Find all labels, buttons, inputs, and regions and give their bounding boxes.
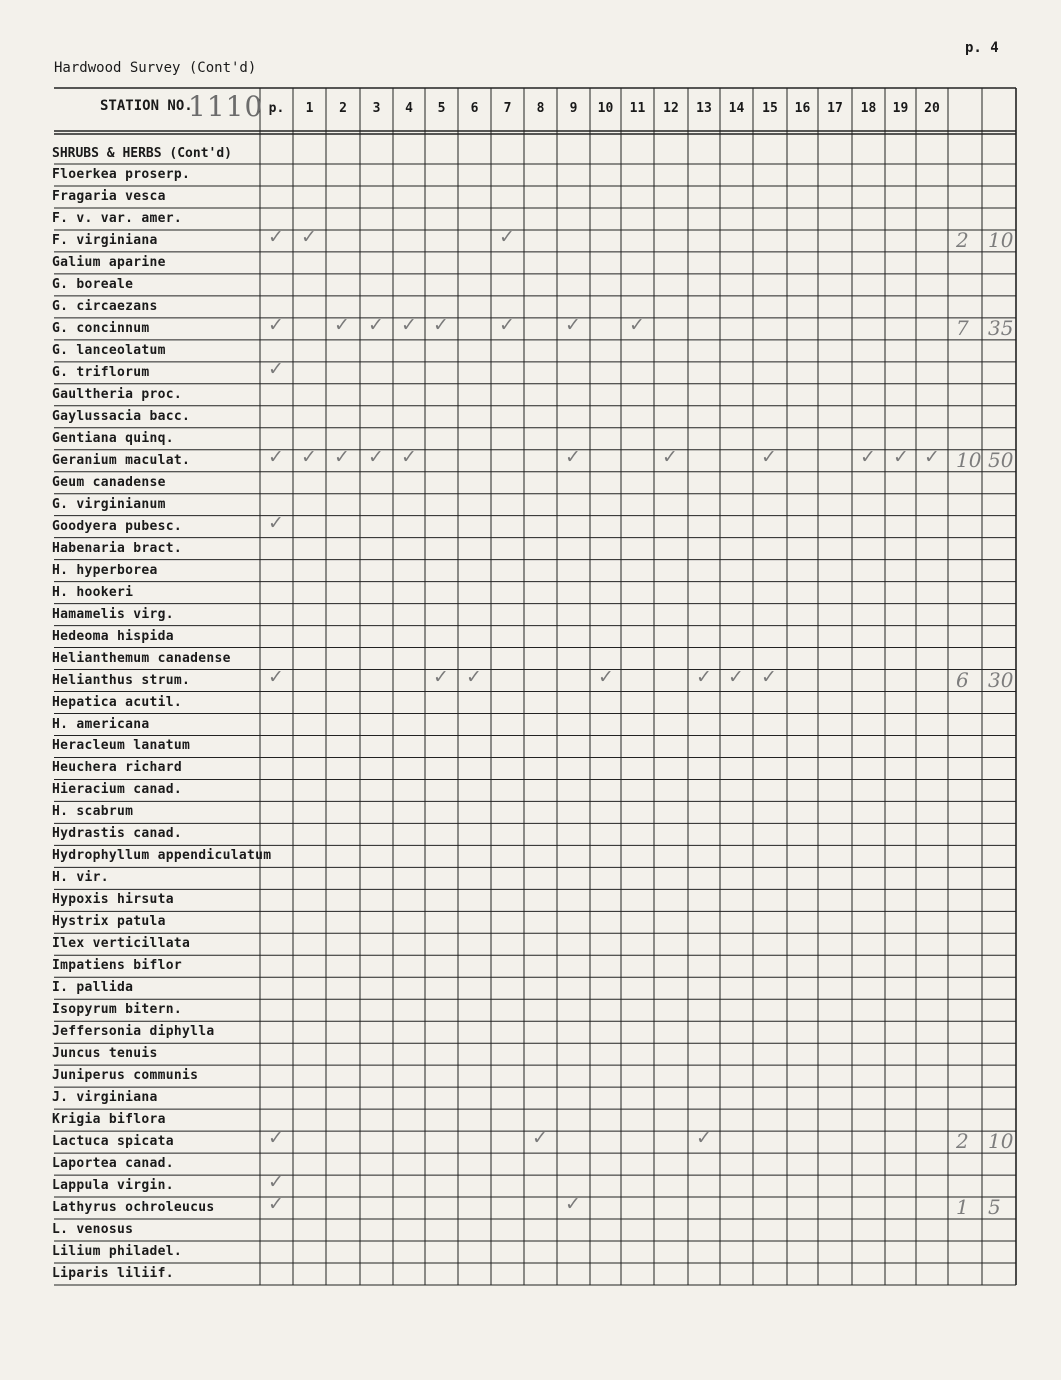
check-mark-icon: ✓ bbox=[268, 1193, 284, 1216]
station-count: 10 bbox=[956, 447, 982, 472]
station-count: 2 bbox=[956, 1129, 969, 1154]
document-title: Hardwood Survey (Cont'd) bbox=[54, 60, 257, 76]
species-name: Jeffersonia diphylla bbox=[52, 1024, 215, 1040]
frequency-percent: 50 bbox=[988, 447, 1014, 472]
check-mark-icon: ✓ bbox=[334, 445, 350, 468]
frequency-percent: 30 bbox=[988, 667, 1014, 692]
species-name: Heuchera richard bbox=[52, 760, 183, 776]
check-mark-icon: ✓ bbox=[433, 665, 449, 688]
check-mark-icon: ✓ bbox=[696, 1127, 712, 1150]
species-name: L. venosus bbox=[52, 1222, 134, 1238]
species-name: Gaylussacia bacc. bbox=[52, 408, 191, 424]
station-count: 1 bbox=[956, 1195, 969, 1220]
species-name: H. hookeri bbox=[52, 584, 134, 600]
species-name: Hepatica acutil. bbox=[52, 694, 183, 710]
check-mark-icon: ✓ bbox=[662, 445, 678, 468]
species-name: Hypoxis hirsuta bbox=[52, 892, 174, 908]
species-name: G. triflorum bbox=[52, 364, 150, 380]
species-name: Hieracium canad. bbox=[52, 782, 183, 798]
column-header: 10 bbox=[597, 101, 614, 116]
species-name: Geum canadense bbox=[52, 474, 166, 490]
check-mark-icon: ✓ bbox=[761, 445, 777, 468]
check-mark-icon: ✓ bbox=[268, 445, 284, 468]
station-count: 7 bbox=[956, 315, 969, 340]
check-mark-icon: ✓ bbox=[761, 665, 777, 688]
species-name: Goodyera pubesc. bbox=[52, 518, 183, 534]
species-name: Laportea canad. bbox=[52, 1156, 174, 1172]
species-name: Isopyrum bitern. bbox=[52, 1002, 183, 1018]
species-name: Liparis liliif. bbox=[52, 1266, 174, 1281]
check-mark-icon: ✓ bbox=[368, 313, 384, 336]
species-name: Lilium philadel. bbox=[52, 1244, 183, 1260]
column-header: 17 bbox=[827, 101, 843, 116]
species-name: G. concinnum bbox=[52, 320, 150, 336]
species-name: G. boreale bbox=[52, 276, 134, 292]
check-mark-icon: ✓ bbox=[268, 357, 284, 380]
species-name: Habenaria bract. bbox=[52, 540, 183, 556]
species-name: Impatiens biflor bbox=[52, 958, 183, 974]
check-mark-icon: ✓ bbox=[268, 511, 284, 534]
species-name: F. v. var. amer. bbox=[52, 210, 183, 226]
species-name: Floerkea proserp. bbox=[52, 167, 191, 182]
check-mark-icon: ✓ bbox=[532, 1127, 548, 1150]
column-header: 11 bbox=[629, 101, 646, 116]
column-header: 15 bbox=[762, 101, 778, 116]
species-name: Krigia biflora bbox=[52, 1112, 166, 1128]
check-mark-icon: ✓ bbox=[565, 313, 581, 336]
column-header: 3 bbox=[372, 101, 381, 116]
station-number: 1110 bbox=[188, 90, 264, 123]
species-name: J. virginiana bbox=[52, 1090, 158, 1106]
species-name: F. virginiana bbox=[52, 232, 158, 248]
column-header: 20 bbox=[924, 101, 940, 116]
species-name: Juniperus communis bbox=[52, 1068, 199, 1084]
column-header: 9 bbox=[569, 101, 578, 116]
species-name: Geranium maculat. bbox=[52, 452, 191, 468]
column-header: 13 bbox=[696, 101, 712, 116]
column-header: 1 bbox=[305, 101, 314, 116]
frequency-percent: 10 bbox=[988, 227, 1014, 252]
check-mark-icon: ✓ bbox=[696, 665, 712, 688]
column-header: 12 bbox=[663, 101, 679, 116]
check-mark-icon: ✓ bbox=[893, 445, 909, 468]
station-count: 2 bbox=[956, 227, 969, 252]
check-mark-icon: ✓ bbox=[301, 225, 317, 248]
check-mark-icon: ✓ bbox=[268, 225, 284, 248]
column-header: 7 bbox=[503, 101, 512, 116]
station-count: 6 bbox=[956, 667, 969, 692]
species-name: H. americana bbox=[52, 716, 150, 732]
check-mark-icon: ✓ bbox=[499, 225, 515, 248]
check-mark-icon: ✓ bbox=[598, 665, 614, 688]
check-mark-icon: ✓ bbox=[924, 445, 940, 468]
species-name: H. hyperborea bbox=[52, 562, 158, 578]
species-name: Hydrophyllum appendiculatum bbox=[52, 848, 272, 864]
species-name: G. circaezans bbox=[52, 298, 158, 314]
frequency-percent: 10 bbox=[988, 1129, 1014, 1154]
column-header: 4 bbox=[405, 101, 413, 116]
column-header: 16 bbox=[794, 101, 811, 116]
check-mark-icon: ✓ bbox=[728, 665, 744, 688]
column-header: 6 bbox=[470, 101, 479, 116]
column-header: 14 bbox=[728, 101, 745, 116]
check-mark-icon: ✓ bbox=[629, 313, 645, 336]
species-name: Hydrastis canad. bbox=[52, 826, 183, 842]
column-header: 19 bbox=[892, 101, 909, 116]
check-mark-icon: ✓ bbox=[466, 665, 482, 688]
species-name: Helianthus strum. bbox=[52, 672, 191, 688]
column-header: p. bbox=[268, 101, 285, 116]
check-mark-icon: ✓ bbox=[433, 313, 449, 336]
check-mark-icon: ✓ bbox=[860, 445, 876, 468]
species-name: Hamamelis virg. bbox=[52, 606, 174, 622]
species-name: Helianthemum canadense bbox=[52, 650, 231, 666]
check-mark-icon: ✓ bbox=[301, 445, 317, 468]
frequency-percent: 5 bbox=[988, 1195, 1001, 1220]
column-header: 8 bbox=[536, 101, 545, 116]
species-name: Lathyrus ochroleucus bbox=[52, 1200, 215, 1216]
check-mark-icon: ✓ bbox=[268, 1171, 284, 1194]
column-header: 18 bbox=[860, 101, 877, 116]
species-name: Lappula virgin. bbox=[52, 1178, 174, 1194]
check-mark-icon: ✓ bbox=[268, 1127, 284, 1150]
species-name: Hystrix patula bbox=[52, 914, 166, 930]
check-mark-icon: ✓ bbox=[401, 445, 417, 468]
column-header: 5 bbox=[437, 101, 446, 116]
check-mark-icon: ✓ bbox=[268, 313, 284, 336]
check-mark-icon: ✓ bbox=[368, 445, 384, 468]
species-name: I. pallida bbox=[52, 980, 134, 996]
species-name: Galium aparine bbox=[52, 254, 166, 270]
section-title: SHRUBS & HERBS (Cont'd) bbox=[52, 146, 233, 161]
station-label: STATION NO. bbox=[100, 98, 193, 114]
column-header: 2 bbox=[339, 101, 347, 116]
species-name: G. virginianum bbox=[52, 496, 166, 512]
species-name: Gentiana quinq. bbox=[52, 430, 174, 446]
species-name: Heracleum lanatum bbox=[52, 738, 191, 754]
check-mark-icon: ✓ bbox=[268, 665, 284, 688]
check-mark-icon: ✓ bbox=[499, 313, 515, 336]
species-name: Hedeoma hispida bbox=[52, 628, 174, 644]
frequency-percent: 35 bbox=[988, 315, 1014, 340]
species-name: Ilex verticillata bbox=[52, 936, 191, 952]
species-name: Gaultheria proc. bbox=[52, 386, 183, 402]
check-mark-icon: ✓ bbox=[565, 445, 581, 468]
species-name: H. vir. bbox=[52, 870, 109, 886]
species-name: Juncus tenuis bbox=[52, 1046, 158, 1062]
species-name: Fragaria vesca bbox=[52, 188, 166, 204]
species-name: H. scabrum bbox=[52, 804, 134, 820]
page-number: p. 4 bbox=[965, 40, 999, 56]
check-mark-icon: ✓ bbox=[401, 313, 417, 336]
species-name: G. lanceolatum bbox=[52, 342, 166, 358]
check-mark-icon: ✓ bbox=[334, 313, 350, 336]
species-name: Lactuca spicata bbox=[52, 1134, 174, 1150]
check-mark-icon: ✓ bbox=[565, 1193, 581, 1216]
